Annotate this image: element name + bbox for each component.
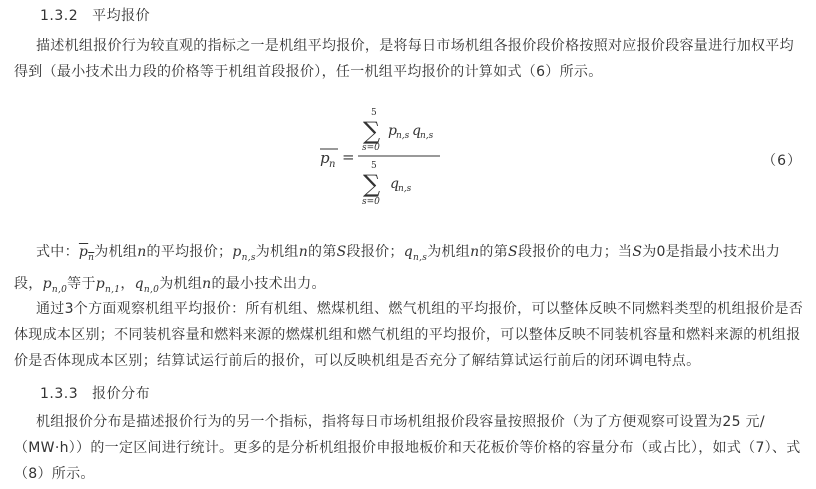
text-fragment: 为机组	[94, 244, 138, 260]
text-fragment: 为0是指最小技术出力段，	[14, 244, 781, 292]
lhs-symbol: p	[320, 149, 330, 167]
math-q-ns: $q_{n,s}$	[403, 244, 428, 263]
math-p-n1: $p_{n,1}$	[95, 275, 121, 295]
sum-lower-limit: s=0	[362, 197, 380, 207]
text-fragment: 的第	[308, 244, 337, 260]
math-pbar-n: $p_n$	[78, 244, 95, 263]
math-s: S	[632, 244, 643, 260]
section-number: 1.3.2	[40, 8, 79, 24]
section-number: 1.3.3	[40, 386, 79, 402]
formula-6	[318, 106, 448, 214]
math-s: S	[508, 244, 518, 260]
text-fragment: 的第	[479, 244, 509, 260]
text-fragment: 为机组	[427, 244, 471, 260]
text-fragment: 为机组	[255, 244, 299, 260]
denominator-q-subscript: n,s	[398, 184, 412, 194]
math-p-n0: $p_{n,0}$	[42, 275, 68, 295]
section-title: 平均报价	[92, 8, 151, 24]
sum-upper-limit: 5	[371, 161, 377, 171]
paragraph-symbol-definitions	[14, 239, 804, 303]
text-fragment: 的平均报价；	[146, 244, 233, 260]
sigma-icon: ∑	[363, 170, 381, 198]
math-n: n	[202, 275, 212, 292]
text-fragment: 段报价；	[346, 244, 404, 260]
paragraph-price-distribution: 机组报价分布是描述报价行为的另一个指标，指将每日市场机组报价段容量按照报价（为了方便观察可设置为25 元/（MW·h））的一定区间进行统计。更多的是分析机组报价申报地板价和天花板价等价格的容量分布（或占比），如式（7）、式（8）所示。	[14, 414, 801, 482]
math-n: n	[298, 244, 309, 260]
numerator-p-subscript: n,s	[396, 131, 410, 141]
section-heading-1-3-3	[40, 383, 150, 403]
math-q-n0: $q_{n,0}$	[134, 275, 160, 295]
math-s: S	[336, 244, 347, 260]
numerator-q: q	[412, 123, 421, 139]
sum-upper-limit: 5	[371, 108, 377, 118]
math-n: n	[470, 244, 480, 260]
text-fragment: 段报价的电力；当	[517, 244, 633, 260]
equals-sign: =	[342, 148, 355, 166]
numerator-q-subscript: n,s	[420, 131, 434, 141]
text-fragment: 为机组	[159, 275, 203, 292]
sigma-icon: ∑	[363, 117, 381, 145]
text-fragment: 的最小技术出力。	[211, 275, 326, 292]
paragraph-average-price-intro: 描述机组报价行为较直观的指标之一是机组平均报价，是将每日市场机组各报价段价格按照对应报价段容量进行加权平均得到（最小技术出力段的价格等于机组首段报价），任一机组平均报价的计算如式（6）所示。	[14, 38, 794, 80]
math-n: n	[137, 244, 147, 260]
text-fragment: 等于	[67, 275, 96, 292]
paragraph-three-aspects: 通过3个方面观察机组平均报价：所有机组、燃煤机组、燃气机组的平均报价，可以整体反映不同燃料类型的机组报价是否体现成本区别；不同装机容量和燃料来源的燃煤机组和燃气机组的平均报价，可以整体反映不同装机容量和燃料来源的机组报价是否体现成本区别；结算试运行前后的报价，可以反映机组是否充分了解结算试运行前后的闭环调电特点。	[14, 301, 804, 369]
math-p-ns: $p_{n,s}$	[232, 244, 256, 263]
section-heading-1-3-2	[40, 5, 150, 25]
text-fragment: 式中：	[36, 244, 79, 260]
section-title: 报价分布	[92, 386, 151, 402]
numerator-p: p	[388, 123, 397, 139]
equation-number: （6）	[762, 153, 802, 169]
denominator-q: q	[390, 176, 399, 192]
text-fragment: ，	[120, 275, 135, 292]
lhs-subscript: n	[329, 159, 336, 170]
sum-lower-limit: s=0	[362, 143, 380, 153]
